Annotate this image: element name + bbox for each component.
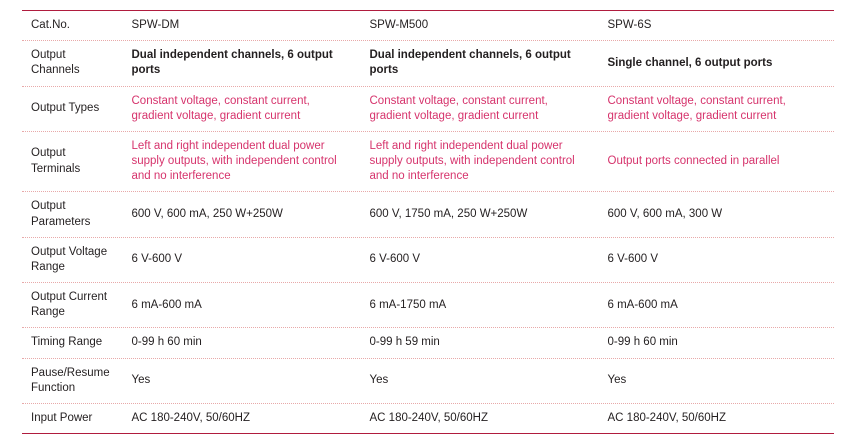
row-label: Cat.No.: [22, 11, 122, 41]
cell-spw-6s: [598, 86, 834, 131]
cell-text: Yes: [369, 374, 389, 387]
table-row: [22, 11, 834, 41]
cell-text: 0-99 h 59 min: [369, 336, 440, 349]
cell-text: AC 180-240V, 50/60HZ: [607, 411, 726, 424]
cell-spw-6s: [598, 237, 834, 282]
cell-spw-m500: [360, 192, 598, 237]
cell-spw-6s: [598, 131, 834, 192]
cell-text: 600 V, 600 mA, 300 W: [607, 207, 723, 220]
cell-text: Yes: [607, 374, 627, 387]
row-label: Output Parameters: [22, 192, 122, 237]
cell-spw-dm: [122, 131, 360, 192]
table-row: [22, 283, 834, 328]
cell-text: AC 180-240V, 50/60HZ: [131, 411, 250, 424]
row-label: Output Types: [22, 86, 122, 131]
cell-spw-dm: [122, 403, 360, 433]
cell-spw-dm: [122, 283, 360, 328]
cell-text: Constant voltage, constant current, gradient voltage, gradient current: [369, 94, 548, 122]
cell-text: Constant voltage, constant current, gradient voltage, gradient current: [607, 94, 786, 122]
cell-text: 600 V, 1750 mA, 250 W+250W: [369, 207, 528, 220]
table-row: [22, 192, 834, 237]
cell-spw-dm: [122, 237, 360, 282]
cell-spw-6s: [598, 41, 834, 86]
cell-text: Single channel, 6 output ports: [607, 56, 773, 69]
cell-spw-m500: [360, 11, 598, 41]
cell-text: 0-99 h 60 min: [131, 336, 202, 349]
cell-text: 600 V, 600 mA, 250 W+250W: [131, 207, 283, 220]
cell-text: SPW-DM: [131, 19, 180, 31]
cell-spw-m500: [360, 131, 598, 192]
row-label: Output Voltage Range: [22, 237, 122, 282]
table-row: [22, 328, 834, 358]
cell-spw-dm: [122, 41, 360, 86]
table-row: [22, 237, 834, 282]
cell-spw-m500: [360, 237, 598, 282]
cell-spw-dm: [122, 328, 360, 358]
cell-spw-m500: [360, 41, 598, 86]
row-label: Pause/Resume Function: [22, 358, 122, 403]
cell-spw-dm: [122, 11, 360, 41]
cell-text: SPW-6S: [607, 19, 652, 31]
row-label: Timing Range: [22, 328, 122, 358]
specification-table: [22, 10, 834, 434]
row-label: Output Terminals: [22, 131, 122, 192]
cell-text: 6 mA-1750 mA: [369, 298, 447, 311]
cell-text: SPW-M500: [369, 19, 429, 31]
cell-text: Dual independent channels, 6 output ports: [369, 49, 571, 77]
cell-spw-dm: [122, 86, 360, 131]
row-label: Input Power: [22, 403, 122, 433]
cell-spw-m500: [360, 283, 598, 328]
cell-spw-6s: [598, 11, 834, 41]
table-row: [22, 131, 834, 192]
cell-spw-6s: [598, 403, 834, 433]
cell-text: Dual independent channels, 6 output ports: [131, 49, 333, 77]
cell-text: 6 V-600 V: [369, 253, 421, 266]
cell-spw-dm: [122, 358, 360, 403]
cell-text: 6 V-600 V: [131, 253, 183, 266]
cell-text: Left and right independent dual power supply outputs, with independent control and no interference: [131, 139, 337, 183]
table-row: [22, 358, 834, 403]
cell-spw-m500: [360, 86, 598, 131]
table-row: [22, 86, 834, 131]
cell-text: Constant voltage, constant current, gradient voltage, gradient current: [131, 94, 310, 122]
cell-text: 0-99 h 60 min: [607, 336, 678, 349]
cell-spw-m500: [360, 403, 598, 433]
cell-spw-6s: [598, 192, 834, 237]
cell-spw-6s: [598, 283, 834, 328]
row-label: Output Current Range: [22, 283, 122, 328]
table-row: [22, 41, 834, 86]
cell-spw-6s: [598, 358, 834, 403]
row-label: Output Channels: [22, 41, 122, 86]
cell-spw-m500: [360, 328, 598, 358]
table-row: [22, 403, 834, 433]
cell-text: 6 mA-600 mA: [607, 298, 678, 311]
cell-text: Yes: [131, 374, 151, 387]
cell-spw-m500: [360, 358, 598, 403]
cell-spw-6s: [598, 328, 834, 358]
cell-text: Output ports connected in parallel: [607, 155, 780, 168]
cell-text: 6 V-600 V: [607, 253, 659, 266]
cell-text: AC 180-240V, 50/60HZ: [369, 411, 488, 424]
cell-spw-dm: [122, 192, 360, 237]
cell-text: 6 mA-600 mA: [131, 298, 202, 311]
cell-text: Left and right independent dual power supply outputs, with independent control and no interference: [369, 139, 575, 183]
